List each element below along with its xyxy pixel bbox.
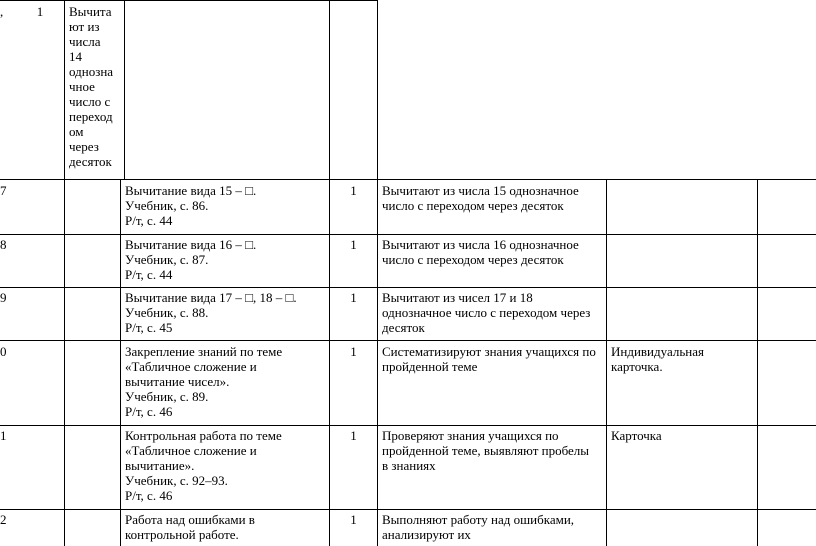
control-form: Карточка (611, 428, 662, 443)
rule (64, 0, 65, 179)
lesson-topic: Вычитание вида 15 – □. Учебник, с. 86. Р/т, с. 44 (125, 183, 257, 228)
rule (377, 179, 378, 546)
control-form: Индивидуальная карточка. (611, 344, 704, 374)
student-activity: Вычитают из чисел 17 и 18 однозначное число с переходом через десяток (382, 290, 591, 335)
lesson-hours: 1 (350, 428, 357, 443)
rule (0, 287, 816, 288)
rule (124, 0, 125, 179)
row-number: 9 (0, 290, 7, 305)
row-number: 1 (0, 428, 7, 443)
top-hours: 1 (36, 4, 44, 19)
lesson-hours: 1 (350, 183, 357, 198)
lesson-topic: Вычитание вида 16 – □. Учебник, с. 87. Р/т, с. 44 (125, 237, 257, 282)
lesson-topic: Контрольная работа по теме «Табличное сложение и вычитание». Учебник, с. 92–93. Р/т, с. 46 (125, 428, 282, 503)
rule (0, 234, 816, 235)
student-activity: Вычитают из числа 16 однозначное число с переходом через десяток (382, 237, 579, 267)
rule (329, 0, 330, 179)
student-activity: Выполняют работу над ошибками, анализируют их (382, 512, 575, 542)
rule (0, 509, 816, 510)
top-row-number: , (0, 4, 4, 19)
lesson-hours: 1 (350, 512, 357, 527)
lesson-topic: Вычитание вида 17 – □, 18 – □. Учебник, с. 88. Р/т, с. 45 (125, 290, 297, 335)
rule (120, 179, 121, 546)
rule (0, 0, 378, 1)
rule (757, 179, 758, 546)
rule (0, 340, 816, 341)
student-activity: Проверяют знания учащихся по пройденной теме, выявляют пробелы в знаниях (382, 428, 590, 473)
top-activity-text: Вычита ют из числа 14 однозна чное число с переход ом через десяток (69, 4, 114, 169)
lesson-hours: 1 (350, 237, 357, 252)
row-number: 0 (0, 344, 7, 359)
lesson-hours: 1 (350, 344, 357, 359)
lesson-topic: Работа над ошибками в контрольной работе. (125, 512, 255, 542)
rule (0, 425, 816, 426)
lesson-topic: Закрепление знаний по теме «Табличное сложение и вычитание чисел». Учебник, с. 89. Р/т, с. 46 (125, 344, 283, 419)
row-number: 2 (0, 512, 7, 527)
rule (64, 179, 65, 546)
rule (377, 0, 378, 179)
rule (0, 179, 816, 180)
row-number: 8 (0, 237, 7, 252)
row-number: 7 (0, 183, 7, 198)
student-activity: Систематизируют знания учащихся по пройденной теме (382, 344, 596, 374)
rule (329, 179, 330, 546)
rule (606, 179, 607, 546)
student-activity: Вычитают из числа 15 однозначное число с переходом через десяток (382, 183, 579, 213)
lesson-hours: 1 (350, 290, 357, 305)
